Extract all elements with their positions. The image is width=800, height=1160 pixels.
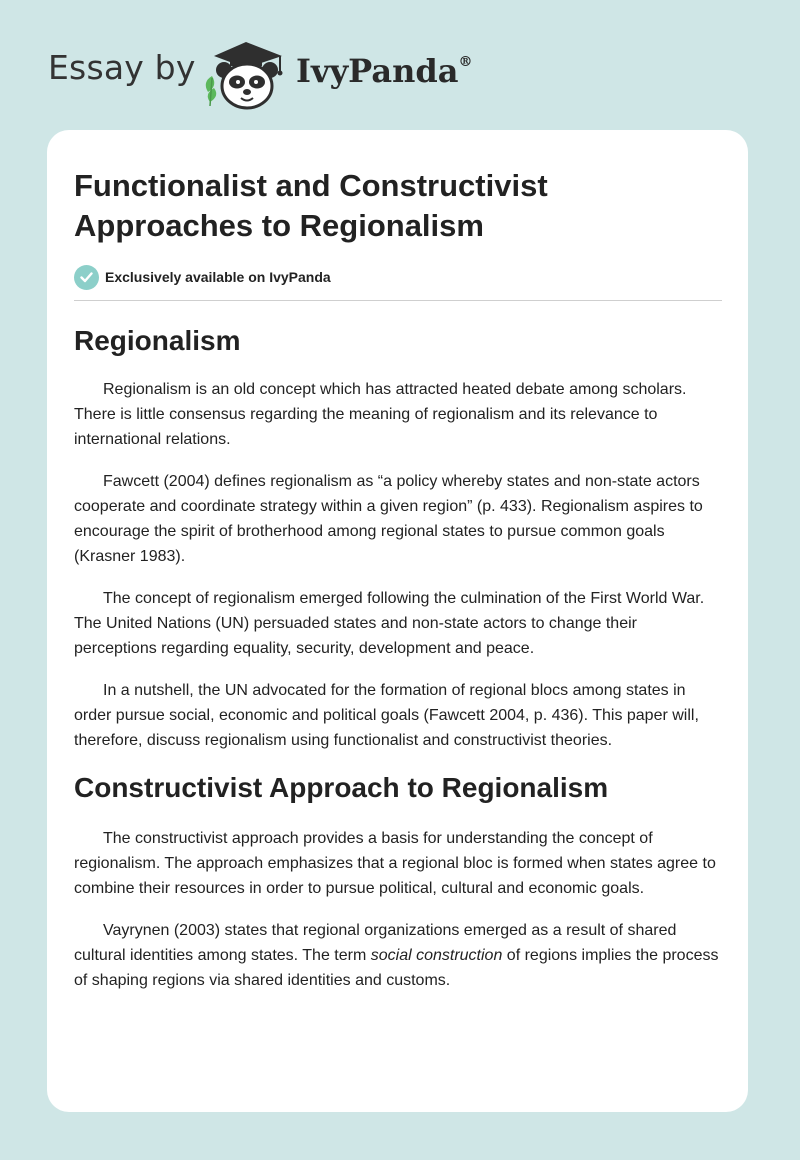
section-heading-constructivist: Constructivist Approach to Regionalism bbox=[74, 772, 609, 803]
section-heading-regionalism: Regionalism bbox=[74, 325, 241, 356]
checkmark-icon bbox=[74, 265, 99, 290]
paragraph: In a nutshell, the UN advocated for the formation of regional blocs among states in order pursue social, economic and political goals (Fawcett 2004, p. 436). This paper will, therefore, discuss regionalism using functionalist and constructivist theories. bbox=[74, 682, 699, 749]
emphasis-text: social construction bbox=[370, 947, 503, 964]
panda-logo-icon[interactable] bbox=[200, 36, 292, 112]
paragraph: Regionalism is an old concept which has attracted heated debate among scholars. There is little consensus regarding the meaning of regionalism and its relevance to international relations. bbox=[74, 381, 687, 448]
paragraph: Fawcett (2004) defines regionalism as “a policy whereby states and non-state actors cooperate and coordinate strategy within a given region” (p. 433). Regionalism aspires to encourage the spirit of brotherhood among regional states to pursue common goals (Krasner 1983). bbox=[74, 473, 703, 565]
essay-card bbox=[47, 130, 748, 1112]
exclusive-label: Exclusively available on IvyPanda bbox=[105, 269, 331, 285]
essay-title: Functionalist and Constructivist Approaches to Regionalism bbox=[74, 168, 548, 243]
ivypanda-wordmark[interactable]: IvyPanda® bbox=[296, 52, 473, 90]
exclusive-badge bbox=[74, 264, 722, 290]
essay-by-label: Essay by bbox=[48, 48, 196, 87]
site-header bbox=[0, 0, 800, 130]
paragraph: Vayrynen (2003) states that regional organizations emerged as a result of shared cultural identities among states. The term social construction of regions implies the process of shaping regions via shared identities and customs. bbox=[74, 922, 719, 989]
divider bbox=[74, 300, 722, 301]
paragraph: The concept of regionalism emerged following the culmination of the First World War. The United Nations (UN) persuaded states and non-state actors to change their perceptions regarding equality, security, development and peace. bbox=[74, 590, 705, 657]
paragraph: The constructivist approach provides a basis for understanding the concept of regionalism. The approach emphasizes that a regional bloc is formed when states agree to combine their resources in order to pursue political, cultural and economic goals. bbox=[74, 830, 716, 897]
